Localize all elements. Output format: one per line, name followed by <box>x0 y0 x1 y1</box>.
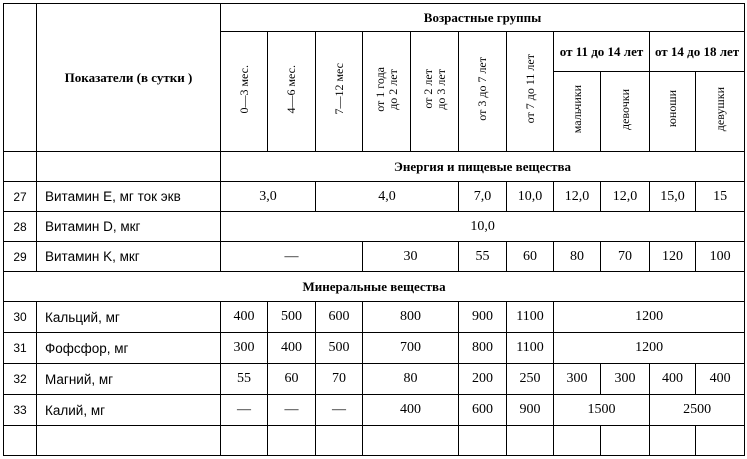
col-girls: девочки <box>601 72 650 152</box>
table-row <box>4 426 745 456</box>
nutrition-norms-table <box>3 3 745 456</box>
col-boys: мальчики <box>554 72 601 152</box>
col-3-7-years: от 3 до 7 лет <box>459 32 507 152</box>
row-name: Калий, мг <box>37 395 221 426</box>
cell-value: 60 <box>268 364 316 395</box>
cell-value: 4,0 <box>316 182 459 212</box>
empty-cell <box>221 426 268 456</box>
cell-value: 600 <box>459 395 507 426</box>
row-number: 31 <box>4 333 37 364</box>
table-row <box>4 364 745 395</box>
col-7-12-months: 7—12 мес <box>316 32 363 152</box>
cell-value: 70 <box>316 364 363 395</box>
cell-value: 800 <box>459 333 507 364</box>
cell-value: 120 <box>650 242 696 272</box>
cell-value: 600 <box>316 302 363 333</box>
cell-value: 200 <box>459 364 507 395</box>
cell-value: 700 <box>363 333 459 364</box>
row-name: Витамин Е, мг ток экв <box>37 182 221 212</box>
cell-value: 250 <box>507 364 554 395</box>
cell-value: — <box>221 395 268 426</box>
table-row <box>4 302 745 333</box>
cell-value: 300 <box>554 364 601 395</box>
cell-value: 1200 <box>554 333 745 364</box>
row-number: 32 <box>4 364 37 395</box>
section-spacer <box>4 152 37 182</box>
empty-cell <box>650 426 696 456</box>
cell-value: 55 <box>459 242 507 272</box>
cell-value: 10,0 <box>221 212 745 242</box>
cell-value: 100 <box>696 242 745 272</box>
indicators-header: Показатели (в сутки ) <box>37 4 221 152</box>
empty-cell <box>4 426 37 456</box>
empty-cell <box>601 426 650 456</box>
table-row <box>4 395 745 426</box>
table-row <box>4 182 745 212</box>
cell-value: 300 <box>221 333 268 364</box>
col-2-3-years: от 2 лет до 3 лет <box>411 32 459 152</box>
empty-cell <box>363 426 459 456</box>
cell-value: 80 <box>554 242 601 272</box>
empty-cell <box>459 426 507 456</box>
row-number: 28 <box>4 212 37 242</box>
col-young-men: юноши <box>650 72 696 152</box>
section-spacer <box>37 152 221 182</box>
table-row <box>4 333 745 364</box>
empty-cell <box>696 426 745 456</box>
empty-cell <box>316 426 363 456</box>
cell-value: 1100 <box>507 333 554 364</box>
cell-value: 2500 <box>650 395 745 426</box>
cell-value: 400 <box>650 364 696 395</box>
cell-value: 60 <box>507 242 554 272</box>
cell-value: 12,0 <box>554 182 601 212</box>
row-number: 27 <box>4 182 37 212</box>
cell-value: 1100 <box>507 302 554 333</box>
empty-cell <box>554 426 601 456</box>
row-name: Витамин D, мкг <box>37 212 221 242</box>
cell-value: 500 <box>316 333 363 364</box>
col-young-women: девушки <box>696 72 745 152</box>
empty-cell <box>37 426 221 456</box>
section-energy: Энергия и пищевые вещества <box>221 152 745 182</box>
row-name: Фофсфор, мг <box>37 333 221 364</box>
cell-value: 15,0 <box>650 182 696 212</box>
group-14-18-years: от 14 до 18 лет <box>650 32 745 72</box>
row-number: 30 <box>4 302 37 333</box>
cell-value: 800 <box>363 302 459 333</box>
cell-value: 400 <box>221 302 268 333</box>
age-groups-header: Возрастные группы <box>221 4 745 32</box>
row-name: Магний, мг <box>37 364 221 395</box>
cell-value: 30 <box>363 242 459 272</box>
col-7-11-years: от 7 до 11 лет <box>507 32 554 152</box>
cell-value: 1200 <box>554 302 745 333</box>
row-name: Кальций, мг <box>37 302 221 333</box>
empty-cell <box>268 426 316 456</box>
cell-value: — <box>221 242 363 272</box>
row-number: 29 <box>4 242 37 272</box>
cell-value: 400 <box>696 364 745 395</box>
cell-value: 900 <box>507 395 554 426</box>
empty-cell <box>507 426 554 456</box>
col-0-3-months: 0—3 мес. <box>221 32 268 152</box>
cell-value: 1500 <box>554 395 650 426</box>
cell-value: 7,0 <box>459 182 507 212</box>
cell-value: — <box>316 395 363 426</box>
cell-value: 400 <box>268 333 316 364</box>
cell-value: — <box>268 395 316 426</box>
row-number-header <box>4 4 37 152</box>
cell-value: 80 <box>363 364 459 395</box>
row-name: Витамин K, мкг <box>37 242 221 272</box>
cell-value: 70 <box>601 242 650 272</box>
table-row <box>4 242 745 272</box>
cell-value: 10,0 <box>507 182 554 212</box>
cell-value: 12,0 <box>601 182 650 212</box>
cell-value: 55 <box>221 364 268 395</box>
cell-value: 300 <box>601 364 650 395</box>
table-row <box>4 212 745 242</box>
cell-value: 500 <box>268 302 316 333</box>
group-11-14-years: от 11 до 14 лет <box>554 32 650 72</box>
cell-value: 15 <box>696 182 745 212</box>
col-4-6-months: 4—6 мес. <box>268 32 316 152</box>
cell-value: 900 <box>459 302 507 333</box>
row-number: 33 <box>4 395 37 426</box>
cell-value: 3,0 <box>221 182 316 212</box>
section-minerals: Минеральные вещества <box>4 272 745 302</box>
col-1-2-years: от 1 года до 2 лет <box>363 32 411 152</box>
cell-value: 400 <box>363 395 459 426</box>
